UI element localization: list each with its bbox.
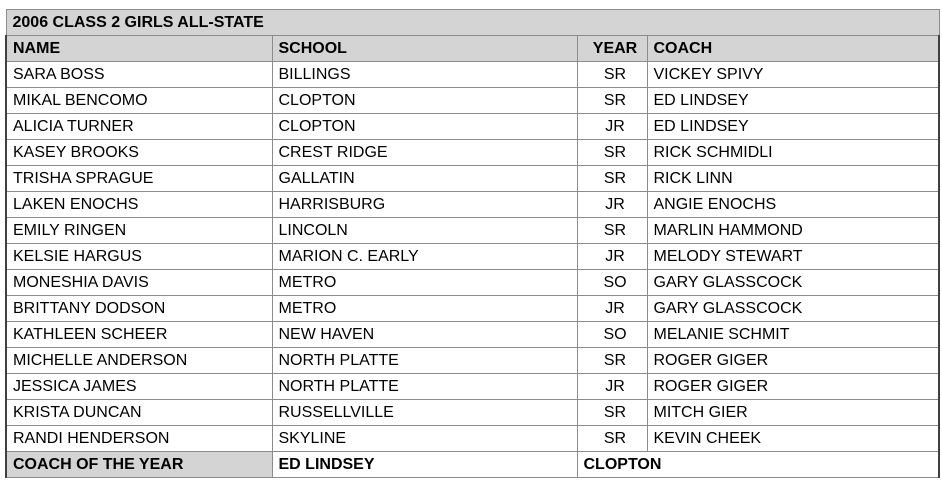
header-row bbox=[6, 36, 939, 62]
table-row bbox=[6, 140, 939, 166]
cell-name: TRISHA SPRAGUE bbox=[6, 166, 272, 192]
cell-coach: ED LINDSEY bbox=[647, 114, 939, 140]
table-row bbox=[6, 62, 939, 88]
cell-name: SARA BOSS bbox=[6, 62, 272, 88]
header-name: NAME bbox=[6, 36, 272, 62]
cell-school: SKYLINE bbox=[272, 426, 577, 452]
cell-school: NEW HAVEN bbox=[272, 322, 577, 348]
cell-name: KATHLEEN SCHEER bbox=[6, 322, 272, 348]
header-year: YEAR bbox=[577, 36, 647, 62]
cell-name: KRISTA DUNCAN bbox=[6, 400, 272, 426]
cell-school: NORTH PLATTE bbox=[272, 374, 577, 400]
cell-school: LINCOLN bbox=[272, 218, 577, 244]
cell-year: SR bbox=[577, 218, 647, 244]
coach-of-year-name: ED LINDSEY bbox=[272, 452, 577, 478]
cell-school: HARRISBURG bbox=[272, 192, 577, 218]
cell-year: SR bbox=[577, 140, 647, 166]
cell-year: JR bbox=[577, 296, 647, 322]
cell-year: SR bbox=[577, 88, 647, 114]
cell-school: CLOPTON bbox=[272, 88, 577, 114]
cell-school: BILLINGS bbox=[272, 62, 577, 88]
cell-name: KASEY BROOKS bbox=[6, 140, 272, 166]
cell-coach: VICKEY SPIVY bbox=[647, 62, 939, 88]
cell-name: JESSICA JAMES bbox=[6, 374, 272, 400]
cell-school: CLOPTON bbox=[272, 114, 577, 140]
footer-row bbox=[6, 452, 939, 478]
cell-year: SO bbox=[577, 270, 647, 296]
cell-name: KELSIE HARGUS bbox=[6, 244, 272, 270]
table-row bbox=[6, 270, 939, 296]
table-row bbox=[6, 192, 939, 218]
cell-school: NORTH PLATTE bbox=[272, 348, 577, 374]
header-coach: COACH bbox=[647, 36, 939, 62]
cell-year: JR bbox=[577, 244, 647, 270]
table-row bbox=[6, 374, 939, 400]
cell-school: CREST RIDGE bbox=[272, 140, 577, 166]
cell-coach: RICK LINN bbox=[647, 166, 939, 192]
table-row bbox=[6, 296, 939, 322]
cell-name: EMILY RINGEN bbox=[6, 218, 272, 244]
cell-name: MIKAL BENCOMO bbox=[6, 88, 272, 114]
cell-coach: ROGER GIGER bbox=[647, 374, 939, 400]
cell-coach: KEVIN CHEEK bbox=[647, 426, 939, 452]
cell-name: ALICIA TURNER bbox=[6, 114, 272, 140]
cell-coach: MELANIE SCHMIT bbox=[647, 322, 939, 348]
cell-coach: GARY GLASSCOCK bbox=[647, 270, 939, 296]
cell-name: MONESHIA DAVIS bbox=[6, 270, 272, 296]
cell-year: SR bbox=[577, 62, 647, 88]
cell-coach: ED LINDSEY bbox=[647, 88, 939, 114]
table-row bbox=[6, 322, 939, 348]
cell-school: RUSSELLVILLE bbox=[272, 400, 577, 426]
cell-year: JR bbox=[577, 192, 647, 218]
cell-school: METRO bbox=[272, 270, 577, 296]
cell-school: METRO bbox=[272, 296, 577, 322]
header-school: SCHOOL bbox=[272, 36, 577, 62]
table-row bbox=[6, 348, 939, 374]
title-row bbox=[6, 10, 939, 36]
cell-name: RANDI HENDERSON bbox=[6, 426, 272, 452]
cell-year: SR bbox=[577, 426, 647, 452]
cell-school: MARION C. EARLY bbox=[272, 244, 577, 270]
coach-of-year-label: COACH OF THE YEAR bbox=[6, 452, 272, 478]
table-row bbox=[6, 244, 939, 270]
table-row bbox=[6, 426, 939, 452]
cell-coach: MELODY STEWART bbox=[647, 244, 939, 270]
table-row bbox=[6, 166, 939, 192]
table-title: 2006 CLASS 2 GIRLS ALL-STATE bbox=[6, 10, 939, 36]
cell-year: SR bbox=[577, 400, 647, 426]
cell-year: JR bbox=[577, 374, 647, 400]
cell-year: SR bbox=[577, 348, 647, 374]
cell-name: BRITTANY DODSON bbox=[6, 296, 272, 322]
table-row bbox=[6, 88, 939, 114]
cell-year: SR bbox=[577, 166, 647, 192]
cell-name: MICHELLE ANDERSON bbox=[6, 348, 272, 374]
cell-coach: ROGER GIGER bbox=[647, 348, 939, 374]
cell-year: SO bbox=[577, 322, 647, 348]
cell-coach: MITCH GIER bbox=[647, 400, 939, 426]
cell-name: LAKEN ENOCHS bbox=[6, 192, 272, 218]
table-row bbox=[6, 114, 939, 140]
cell-coach: ANGIE ENOCHS bbox=[647, 192, 939, 218]
table-row bbox=[6, 218, 939, 244]
cell-year: JR bbox=[577, 114, 647, 140]
table-row bbox=[6, 400, 939, 426]
cell-coach: RICK SCHMIDLI bbox=[647, 140, 939, 166]
all-state-table bbox=[5, 9, 940, 478]
cell-coach: MARLIN HAMMOND bbox=[647, 218, 939, 244]
cell-coach: GARY GLASSCOCK bbox=[647, 296, 939, 322]
coach-of-year-school: CLOPTON bbox=[577, 452, 939, 478]
cell-school: GALLATIN bbox=[272, 166, 577, 192]
